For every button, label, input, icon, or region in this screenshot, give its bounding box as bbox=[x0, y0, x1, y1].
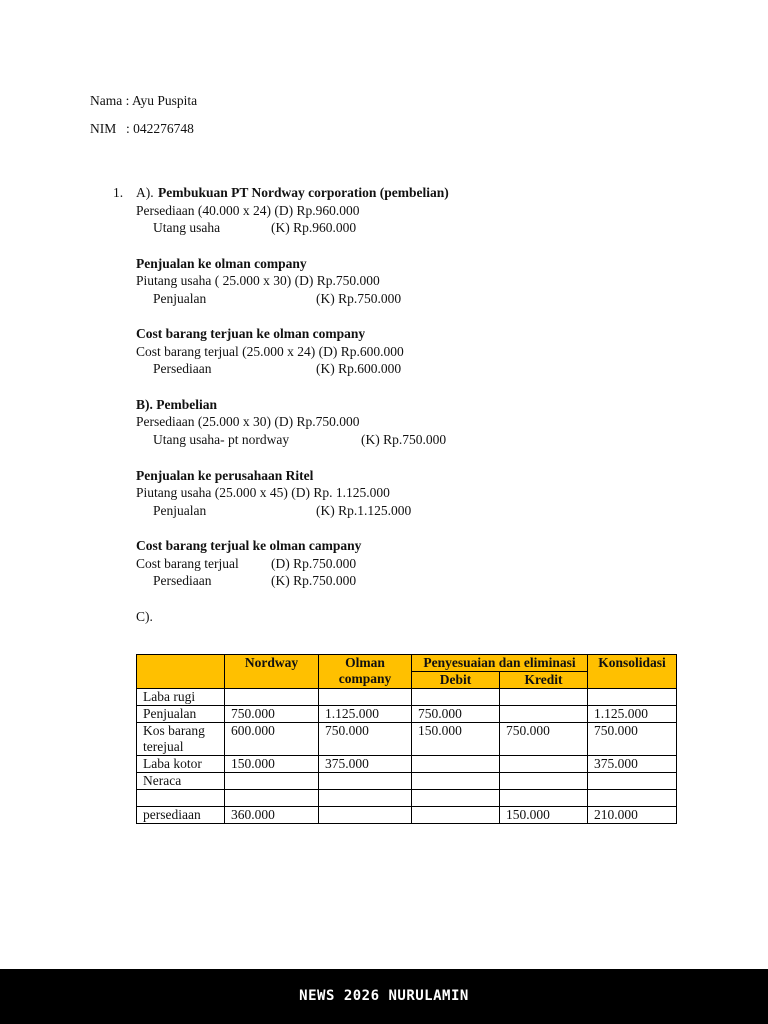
cell-nordway bbox=[225, 773, 319, 790]
journal-credit-amount: (K) Rp.960.000 bbox=[271, 220, 357, 235]
header-blank-cell bbox=[137, 655, 225, 689]
journal-debit-line: Piutang usaha (25.000 x 45) (D) Rp. 1.125.000 bbox=[136, 485, 390, 500]
table-row bbox=[137, 723, 677, 756]
row-label: Laba kotor bbox=[137, 756, 225, 773]
cell-konsolidasi bbox=[588, 689, 677, 706]
part-a-marker: A). bbox=[136, 185, 154, 200]
section-title: Penjualan ke olman company bbox=[136, 256, 307, 271]
journal-credit-account: Persediaan bbox=[153, 361, 212, 376]
cell-nordway: 750.000 bbox=[225, 706, 319, 723]
cell-debit: 750.000 bbox=[412, 706, 500, 723]
table-row bbox=[137, 689, 677, 706]
header-olman: Olman company bbox=[319, 655, 412, 689]
journal-credit-account: Penjualan bbox=[153, 503, 207, 518]
cell-konsolidasi bbox=[588, 790, 677, 807]
journal-credit-amount: (K) Rp.600.000 bbox=[316, 361, 402, 376]
row-label: Penjualan bbox=[137, 706, 225, 723]
cell-olman bbox=[319, 790, 412, 807]
cell-nordway: 150.000 bbox=[225, 756, 319, 773]
journal-credit-amount: (K) Rp.1.125.000 bbox=[316, 503, 412, 518]
student-name: Nama : Ayu Puspita bbox=[90, 93, 198, 108]
cell-debit: 150.000 bbox=[412, 723, 500, 756]
journal-debit-line: Piutang usaha ( 25.000 x 30) (D) Rp.750.000 bbox=[136, 273, 380, 288]
journal-debit-line: Persediaan (25.000 x 30) (D) Rp.750.000 bbox=[136, 414, 360, 429]
table-header-row bbox=[137, 655, 677, 672]
cell-olman: 375.000 bbox=[319, 756, 412, 773]
part-a-title: Pembukuan PT Nordway corporation (pembelian) bbox=[158, 185, 449, 200]
journal-credit-account: Utang usaha- pt nordway bbox=[153, 432, 290, 447]
cell-kredit bbox=[500, 790, 588, 807]
section-title: Cost barang terjuan ke olman company bbox=[136, 326, 366, 341]
table-row bbox=[137, 807, 677, 824]
cell-konsolidasi: 210.000 bbox=[588, 807, 677, 824]
table-row bbox=[137, 706, 677, 723]
row-label: Kos barang terejual bbox=[137, 723, 225, 756]
cell-kredit bbox=[500, 689, 588, 706]
row-label: persediaan bbox=[137, 807, 225, 824]
cell-debit bbox=[412, 807, 500, 824]
section-title: Penjualan ke perusahaan Ritel bbox=[136, 468, 314, 483]
cell-konsolidasi: 1.125.000 bbox=[588, 706, 677, 723]
journal-credit-account: Penjualan bbox=[153, 291, 207, 306]
cell-olman bbox=[319, 807, 412, 824]
cell-kredit: 750.000 bbox=[500, 723, 588, 756]
cell-kredit bbox=[500, 756, 588, 773]
cell-nordway: 600.000 bbox=[225, 723, 319, 756]
cell-konsolidasi: 375.000 bbox=[588, 756, 677, 773]
cell-konsolidasi: 750.000 bbox=[588, 723, 677, 756]
part-c-marker: C). bbox=[136, 609, 153, 624]
row-label: Laba rugi bbox=[137, 689, 225, 706]
table-row bbox=[137, 756, 677, 773]
journal-debit-amount: (D) Rp.750.000 bbox=[271, 556, 357, 571]
journal-credit-amount: (K) Rp.750.000 bbox=[361, 432, 447, 447]
consolidation-table bbox=[136, 654, 677, 824]
row-label bbox=[137, 790, 225, 807]
cell-nordway bbox=[225, 689, 319, 706]
cell-debit bbox=[412, 756, 500, 773]
question-number: 1. bbox=[113, 185, 124, 200]
section-title: Cost barang terjual ke olman campany bbox=[136, 538, 362, 553]
cell-olman: 1.125.000 bbox=[319, 706, 412, 723]
journal-credit-account: Utang usaha bbox=[153, 220, 221, 235]
cell-kredit: 150.000 bbox=[500, 807, 588, 824]
journal-debit-account: Cost barang terjual bbox=[136, 556, 239, 571]
journal-debit-line: Persediaan (40.000 x 24) (D) Rp.960.000 bbox=[136, 203, 360, 218]
header-nordway: Nordway bbox=[225, 655, 319, 689]
journal-credit-amount: (K) Rp.750.000 bbox=[316, 291, 402, 306]
header-konsolidasi: Konsolidasi bbox=[588, 655, 677, 689]
cell-olman bbox=[319, 773, 412, 790]
journal-debit-line: Cost barang terjual (25.000 x 24) (D) Rp.600.000 bbox=[136, 344, 404, 359]
cell-debit bbox=[412, 773, 500, 790]
header-adjustment: Penyesuaian dan eliminasi bbox=[412, 655, 588, 672]
nim-value: : 042276748 bbox=[126, 121, 194, 136]
row-label: Neraca bbox=[137, 773, 225, 790]
part-b-title: B). Pembelian bbox=[136, 397, 217, 412]
cell-nordway bbox=[225, 790, 319, 807]
journal-credit-amount: (K) Rp.750.000 bbox=[271, 573, 357, 588]
header-debit: Debit bbox=[412, 672, 500, 689]
cell-olman bbox=[319, 689, 412, 706]
header-kredit: Kredit bbox=[500, 672, 588, 689]
cell-kredit bbox=[500, 773, 588, 790]
cell-debit bbox=[412, 790, 500, 807]
journal-credit-account: Persediaan bbox=[153, 573, 212, 588]
cell-debit bbox=[412, 689, 500, 706]
footer-banner bbox=[0, 969, 768, 1024]
cell-konsolidasi bbox=[588, 773, 677, 790]
table-row bbox=[137, 773, 677, 790]
footer-text: NEWS 2026 NURULAMIN bbox=[299, 988, 469, 1004]
cell-nordway: 360.000 bbox=[225, 807, 319, 824]
nim-label: NIM bbox=[90, 121, 117, 136]
cell-kredit bbox=[500, 706, 588, 723]
cell-olman: 750.000 bbox=[319, 723, 412, 756]
table-row bbox=[137, 790, 677, 807]
